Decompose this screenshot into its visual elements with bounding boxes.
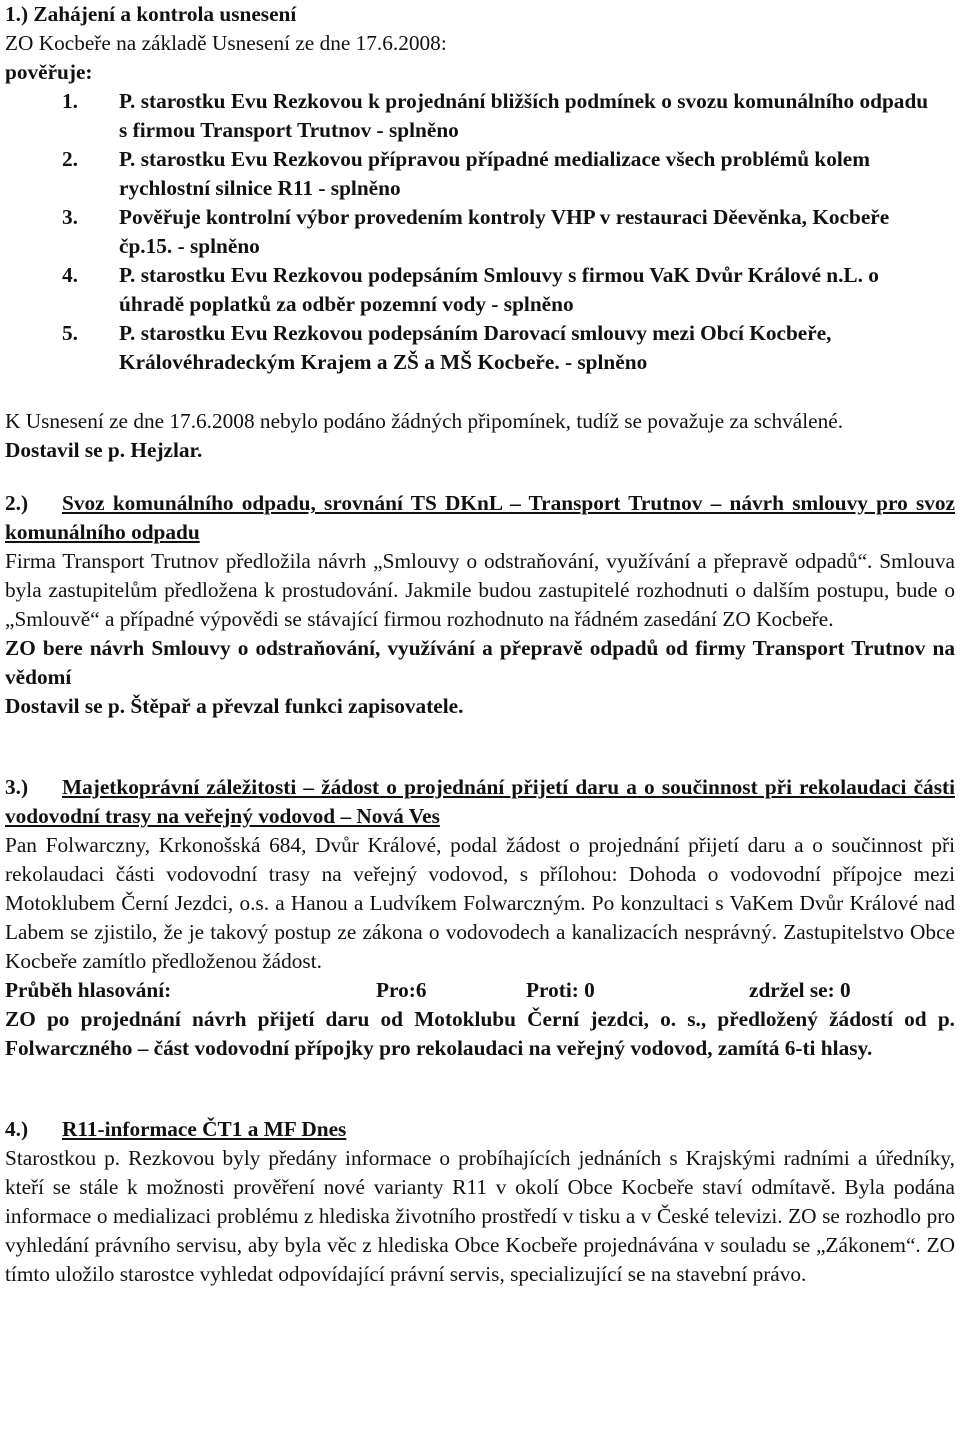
section-2-attendance: Dostavil se p. Štěpař a převzal funkci zapisovatele. bbox=[5, 694, 464, 718]
section-2-heading: 2.) Svoz komunálního odpadu, srovnání TS DKnL – Transport Trutnov – návrh smlouvy pro svoz komunálního odpadu bbox=[5, 491, 955, 544]
mandate-list bbox=[5, 87, 955, 377]
section-3-body: Pan Folwarczny, Krkonošská 684, Dvůr Králové, podal žádost o projednání přijetí daru a o součinnost při rekolaudaci části vodovodní trasy na veřejný vodovod, s přílohou: Dohoda o vodovodní přípojce mezi Motoklubem Černí Jezdci, o.s. a Hanou a Ludvíkem Folwarczným. Po konzultaci s VaKem Dvůr Králové nad Labem se zjistilo, že je takový postup ze zákona o vodovodech a kanalizacích nesprávný. Zastupitelstvo Obce Kocbeře zamítlo předloženou žádost. bbox=[5, 833, 955, 973]
section-4 bbox=[5, 1115, 955, 1289]
vote-result bbox=[5, 976, 955, 1005]
list-item: 1. P. starostku Evu Rezkovou k projednání bližších podmínek o svozu komunálního odpadu s firmou Transport Trutnov - splněno bbox=[62, 89, 929, 142]
section-1-attendance: Dostavil se p. Hejzlar. bbox=[5, 438, 203, 462]
section-3 bbox=[5, 773, 955, 1063]
list-item: 3. Pověřuje kontrolní výbor provedením kontroly VHP v restauraci Děevěnka, Kocbeře čp.15. - splněno bbox=[62, 205, 890, 258]
section-3-heading: 3.) Majetkoprávní záležitosti – žádost o projednání přijetí daru a o součinnost při rekolaudaci části vodovodní trasy na veřejný vodovod – Nová Ves bbox=[5, 775, 955, 828]
section-1-heading: 1.) Zahájení a kontrola usnesení bbox=[5, 2, 297, 26]
vote-pro: Pro:6 bbox=[376, 978, 427, 1002]
list-item: 2. P. starostku Evu Rezkovou přípravou případné medializace všech problémů kolem rychlostní silnice R11 - splněno bbox=[62, 147, 870, 200]
section-2-decision: ZO bere návrh Smlouvy o odstraňování, využívání a přepravě odpadů od firmy Transport Trutnov na vědomí bbox=[5, 636, 955, 689]
vote-label: Průběh hlasování: bbox=[5, 978, 172, 1002]
document-page bbox=[5, 0, 955, 1289]
section-4-heading: 4.) R11-informace ČT1 a MF Dnes bbox=[5, 1117, 347, 1141]
list-item: 4. P. starostku Evu Rezkovou podepsáním Smlouvy s firmou VaK Dvůr Králové n.L. o úhradě poplatků za odběr pozemní vody - splněno bbox=[62, 263, 879, 316]
section-1 bbox=[5, 0, 955, 465]
section-2 bbox=[5, 489, 955, 721]
section-4-body: Starostkou p. Rezkovou byly předány informace o probíhajících jednáních s Krajskými radními a úředníky, kteří se stále k možnosti prověření nové varianty R11 v okolí Obce Kocbeře staví odmítavě. Byla podána informace o medializaci problému z hlediska životního prostředí v tisku a v České televizi. ZO se rozhodlo pro vyhledání právního servisu, aby byla věc z hlediska Obce Kocbeře projednávána v souladu se „Zákonem“. ZO tímto uložilo starostce vyhledat odpovídající právní servis, specializující se na stavební právo. bbox=[5, 1146, 955, 1286]
section-1-note: K Usnesení ze dne 17.6.2008 nebylo podáno žádných připomínek, tudíž se považuje za schválené. bbox=[5, 409, 844, 433]
section-2-body: Firma Transport Trutnov předložila návrh „Smlouvy o odstraňování, využívání a přepravě odpadů“. Smlouva byla zastupitelům předložena k prostudování. Jakmile budou zastupitelé rozhodnuti o dalším postupu, bude o „Smlouvě“ a případné výpovědi se stávající firmou rozhodnuto na řádném zasedání ZO Kocbeře. bbox=[5, 549, 955, 631]
vote-zdrzel: zdržel se: 0 bbox=[749, 978, 851, 1002]
vote-proti: Proti: 0 bbox=[526, 978, 595, 1002]
section-1-intro: ZO Kocbeře na základě Usnesení ze dne 17.6.2008: bbox=[5, 31, 447, 55]
section-3-decision: ZO po projednání návrh přijetí daru od Motoklubu Černí jezdci, o. s., předložený žádostí od p. Folwarczného – část vodovodní přípojky pro rekolaudaci na veřejný vodovod, zamítá 6-ti hlasy. bbox=[5, 1007, 955, 1060]
section-1-mandate: pověřuje: bbox=[5, 60, 93, 84]
list-item: 5. P. starostku Evu Rezkovou podepsáním Darovací smlouvy mezi Obcí Kocbeře, Královéhradeckým Krajem a ZŠ a MŠ Kocbeře. - splněno bbox=[62, 321, 832, 374]
